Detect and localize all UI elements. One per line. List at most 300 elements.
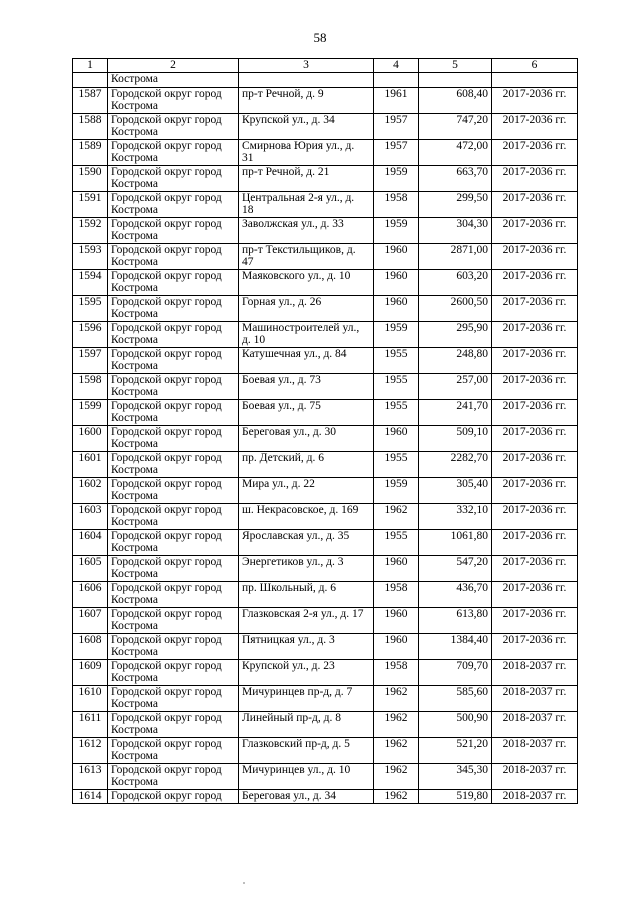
repair-period [492,712,578,738]
row-number-line: 1610 [78,686,102,698]
repair-period [492,244,578,270]
repair-period-line: 2017-2036 гг. [502,244,567,256]
build-year [374,348,419,374]
table-row [73,140,578,166]
build-year-line: 1962 [384,738,408,750]
repair-period-line: 2017-2036 гг. [502,296,567,308]
area-line: 1384,40 [450,634,488,646]
row-number [73,738,108,764]
address [239,608,374,634]
municipality-line: Кострома [111,542,158,554]
build-year [374,270,419,296]
row-number-line: 1606 [78,582,102,594]
row-number-line: 1587 [78,88,102,100]
repair-period-line: 2018-2037 гг. [502,738,567,750]
address [239,530,374,556]
build-year-line: 1962 [384,686,408,698]
repair-period [492,218,578,244]
row-number-line: 1589 [78,140,102,152]
municipality-line: Городской округ город [111,712,222,724]
row-number-line: 1596 [78,322,102,334]
repair-period [492,738,578,764]
repair-period [492,426,578,452]
build-year-line: 1960 [384,556,408,568]
municipality-line: Городской округ город [111,270,222,282]
address-line: Горная ул., д. 26 [242,296,322,308]
repair-period [492,140,578,166]
repair-period-line: 2017-2036 гг. [502,140,567,152]
repair-period-line: 2017-2036 гг. [502,400,567,412]
repair-period [492,270,578,296]
repair-period [492,686,578,712]
row-number [73,686,108,712]
municipality [108,660,239,686]
table-row [73,244,578,270]
address-line: Мичуринцев пр-д, д. 7 [242,686,353,698]
table-row [73,270,578,296]
table-row [73,426,578,452]
build-year-line: 1960 [384,608,408,620]
municipality-line: Городской округ город [111,608,222,620]
build-year [374,686,419,712]
repair-period [492,374,578,400]
municipality [108,556,239,582]
address [239,660,374,686]
municipality-line: Городской округ город [111,88,222,100]
build-year [374,582,419,608]
build-year-line: 1960 [384,244,408,256]
table-row [73,530,578,556]
repair-period-line: 2017-2036 гг. [502,322,567,334]
municipality-line: Городской округ город [111,634,222,646]
repair-period [492,660,578,686]
area [419,166,492,192]
repair-period [492,764,578,790]
table-row [73,400,578,426]
municipality [108,478,239,504]
row-number [73,400,108,426]
table-row [73,712,578,738]
municipality [108,738,239,764]
row-number [73,218,108,244]
area-line: 332,10 [456,504,488,516]
row-number [73,270,108,296]
column-header: 5 [419,59,492,73]
address [239,426,374,452]
municipality-line: Городской округ город [111,166,222,178]
address-line: Боевая ул., д. 73 [242,374,321,386]
repair-period [492,114,578,140]
build-year [374,660,419,686]
municipality-line: Городской округ город [111,738,222,750]
area-line: 472,00 [456,140,488,152]
table-row [73,166,578,192]
repair-period [492,166,578,192]
row-number [73,114,108,140]
area-line: 2282,70 [450,452,488,464]
area-line: 257,00 [456,374,488,386]
municipality-line: Городской округ город [111,556,222,568]
area [419,712,492,738]
row-number [73,296,108,322]
build-year [374,374,419,400]
address-line: Центральная 2-я ул., д. [242,192,355,204]
area-line: 2600,50 [450,296,488,308]
build-year [374,88,419,114]
build-year-line: 1955 [384,348,408,360]
municipality-line: Городской округ город [111,218,222,230]
municipality [108,426,239,452]
municipality-line: Городской округ город [111,400,222,412]
row-number-line: 1608 [78,634,102,646]
municipality-line: Кострома [111,204,158,216]
address-line: Заволжская ул., д. 33 [242,218,344,230]
repair-period-line: 2017-2036 гг. [502,348,567,360]
row-number-line: 1612 [78,738,102,750]
row-number-line: 1613 [78,764,102,776]
build-year [374,634,419,660]
build-year [374,218,419,244]
area-line: 500,90 [456,712,488,724]
area-line: 521,20 [456,738,488,750]
build-year [374,400,419,426]
build-year-line: 1957 [384,114,408,126]
municipality-line: Городской округ город [111,348,222,360]
municipality-line: Городской округ город [111,374,222,386]
repair-period-line: 2017-2036 гг. [502,88,567,100]
address [239,634,374,660]
municipality [108,608,239,634]
row-number-line: 1590 [78,166,102,178]
address [239,764,374,790]
municipality [108,244,239,270]
municipality-line: Кострома [111,646,158,658]
municipality-line: Кострома [111,490,158,502]
row-number-line: 1603 [78,504,102,516]
municipality-line: Городской округ город [111,478,222,490]
address-line: пр-т Речной, д. 21 [242,166,330,178]
table-row [73,738,578,764]
build-year-line: 1959 [384,218,408,230]
table-row [73,192,578,218]
build-year-line: 1962 [384,764,408,776]
area [419,218,492,244]
municipality-line: Городской округ город [111,322,222,334]
build-year-line: 1958 [384,660,408,672]
repair-period-line: 2017-2036 гг. [502,114,567,126]
address-line: 47 [242,256,254,268]
row-number [73,452,108,478]
build-year [374,296,419,322]
repair-period-line: 2017-2036 гг. [502,270,567,282]
address-line: ш. Некрасовское, д. 169 [242,504,359,516]
housing-register-table [72,58,578,804]
area-line: 241,70 [456,400,488,412]
build-year-line: 1955 [384,400,408,412]
area [419,738,492,764]
area [419,88,492,114]
repair-period-line: 2017-2036 гг. [502,452,567,464]
row-number-line: 1594 [78,270,102,282]
column-header: 1 [73,59,108,73]
municipality [108,270,239,296]
area-line: 436,70 [456,582,488,594]
column-header: 2 [108,59,239,73]
row-number-line: 1601 [78,452,102,464]
row-number [73,322,108,348]
municipality [108,192,239,218]
build-year-line: 1955 [384,374,408,386]
address-line: 31 [242,152,254,164]
row-number [73,426,108,452]
municipality [108,88,239,114]
repair-period [492,192,578,218]
build-year [374,322,419,348]
table-row [73,608,578,634]
municipality-line: Кострома [111,620,158,632]
address [239,582,374,608]
address-line: Береговая ул., д. 30 [242,426,336,438]
build-year-line: 1960 [384,426,408,438]
address-line: Боевая ул., д. 75 [242,400,321,412]
build-year [374,166,419,192]
address-line: пр-т Речной, д. 9 [242,88,324,100]
repair-period [492,634,578,660]
area [419,114,492,140]
build-year-line: 1960 [384,634,408,646]
row-number [73,374,108,400]
area [419,556,492,582]
address [239,686,374,712]
municipality-line: Кострома [111,516,158,528]
area [419,348,492,374]
repair-period-line: 2017-2036 гг. [502,166,567,178]
address [239,400,374,426]
row-number-line: 1604 [78,530,102,542]
municipality-line: Кострома [111,724,158,736]
address [239,88,374,114]
address-line: Энергетиков ул., д. 3 [242,556,344,568]
address-line: пр. Детский, д. 6 [242,452,325,464]
repair-period-line: 2018-2037 гг. [502,764,567,776]
address [239,504,374,530]
area [419,426,492,452]
address-line: Крупской ул., д. 23 [242,660,335,672]
area-line: 613,80 [456,608,488,620]
table-row [73,582,578,608]
row-number [73,608,108,634]
address [239,114,374,140]
table-row [73,374,578,400]
row-number-line: 1607 [78,608,102,620]
table-row [73,660,578,686]
address-line: Смирнова Юрия ул., д. [242,140,355,152]
municipality-line: Кострома [111,594,158,606]
build-year-line: 1955 [384,530,408,542]
address [239,374,374,400]
row-number-line: 1591 [78,192,102,204]
build-year-line: 1960 [384,270,408,282]
build-year-line: 1961 [384,88,408,100]
table-row [73,790,578,804]
municipality-line: Кострома [111,308,158,320]
continued-row [73,73,578,88]
area [419,660,492,686]
repair-period [492,582,578,608]
area [419,478,492,504]
repair-period [492,348,578,374]
area [419,504,492,530]
address [239,166,374,192]
repair-period [492,296,578,322]
column-header: 4 [374,59,419,73]
repair-period-line: 2017-2036 гг. [502,634,567,646]
repair-period-line: 2017-2036 гг. [502,478,567,490]
row-number-line: 1600 [78,426,102,438]
address [239,322,374,348]
municipality-line: Городской округ город [111,426,222,438]
municipality [108,348,239,374]
area: 519,80 [419,790,492,804]
municipality-line: Кострома [111,386,158,398]
municipality-line: Городской округ город [111,114,222,126]
area-line: 304,30 [456,218,488,230]
municipality [108,374,239,400]
build-year [374,530,419,556]
municipality [108,634,239,660]
municipality-line: Кострома [111,334,158,346]
row-number [73,504,108,530]
area-line: 603,20 [456,270,488,282]
address-line: д. 10 [242,334,266,346]
table-row [73,114,578,140]
area-line: 608,40 [456,88,488,100]
municipality [108,322,239,348]
area-line: 509,10 [456,426,488,438]
repair-period-line: 2017-2036 гг. [502,556,567,568]
area [419,452,492,478]
repair-period [492,88,578,114]
address-line: пр. Школьный, д. 6 [242,582,336,594]
table-row [73,452,578,478]
area [419,400,492,426]
municipality [108,452,239,478]
municipality-line: Городской округ город [111,244,222,256]
municipality [108,530,239,556]
column-header: 3 [239,59,374,73]
municipality-line: Кострома [111,256,158,268]
build-year-line: 1959 [384,166,408,178]
address-line: Пятницкая ул., д. 3 [242,634,335,646]
municipality-line: Кострома [111,438,158,450]
municipality-line: Городской округ город [111,192,222,204]
municipality: Городской округ город [108,790,239,804]
row-number [73,140,108,166]
repair-period [492,452,578,478]
repair-period [492,608,578,634]
area-line: 295,90 [456,322,488,334]
repair-period [492,400,578,426]
area-line: 547,20 [456,556,488,568]
build-year-line: 1959 [384,478,408,490]
municipality-line: Кострома [111,750,158,762]
municipality-line: Кострома [111,178,158,190]
build-year-line: 1960 [384,296,408,308]
table-row [73,764,578,790]
area-line: 299,50 [456,192,488,204]
build-year-line: 1959 [384,322,408,334]
address-line: Мичуринцев ул., д. 10 [242,764,351,776]
build-year-line: 1957 [384,140,408,152]
row-number [73,582,108,608]
repair-period [492,504,578,530]
area-line: 585,60 [456,686,488,698]
repair-period-line: 2017-2036 гг. [502,504,567,516]
area [419,296,492,322]
municipality [108,582,239,608]
repair-period-line: 2017-2036 гг. [502,608,567,620]
row-number-line: 1595 [78,296,102,308]
municipality-line: Городской округ город [111,764,222,776]
row-number [73,244,108,270]
address [239,478,374,504]
address-line: Ярославская ул., д. 35 [242,530,350,542]
municipality-line: Кострома [111,100,158,112]
address [239,452,374,478]
municipality-line: Городской округ город [111,140,222,152]
area-line: 1061,80 [450,530,488,542]
municipality-line: Городской округ город [111,686,222,698]
build-year [374,712,419,738]
row-number [73,88,108,114]
municipality [108,764,239,790]
row-number-line: 1599 [78,400,102,412]
build-year-line: 1958 [384,582,408,594]
repair-period-line: 2018-2037 гг. [502,686,567,698]
repair-period-line: 2017-2036 гг. [502,374,567,386]
area [419,374,492,400]
table-header-row [73,59,578,73]
build-year [374,738,419,764]
municipality [108,140,239,166]
address: Береговая ул., д. 34 [239,790,374,804]
build-year-line: 1962 [384,504,408,516]
municipality [108,712,239,738]
address-line: Машиностроителей ул., [242,322,360,334]
area [419,140,492,166]
address-line: Линейный пр-д, д. 8 [242,712,341,724]
table-row [73,556,578,582]
repair-period: 2018-2037 гг. [492,790,578,804]
repair-period [492,478,578,504]
address [239,218,374,244]
build-year-line: 1958 [384,192,408,204]
continued-municipality: Кострома [108,73,239,88]
repair-period [492,556,578,582]
area-line: 747,20 [456,114,488,126]
municipality-line: Кострома [111,464,158,476]
municipality-line: Городской округ город [111,530,222,542]
repair-period [492,322,578,348]
address [239,192,374,218]
build-year-line: 1955 [384,452,408,464]
municipality-line: Кострома [111,776,158,788]
build-year [374,426,419,452]
area [419,244,492,270]
build-year [374,192,419,218]
municipality-line: Городской округ город [111,660,222,672]
table-row [73,322,578,348]
